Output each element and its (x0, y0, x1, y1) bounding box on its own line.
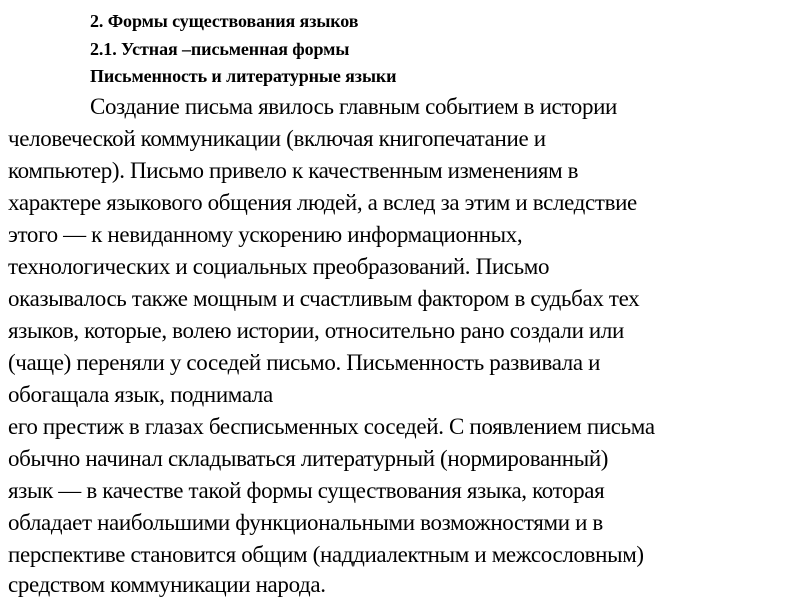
body-line: Создание письма явилось главным событием в истории (90, 94, 618, 119)
body-line: средством коммуникации народа. (8, 572, 326, 597)
body-line: компьютер). Письмо привело к качественным изменениям в (8, 158, 579, 183)
body-line: характере языкового общения людей, а вслед за этим и вследствие (8, 190, 637, 215)
body-line: обладает наибольшими функциональными возможностями и в (8, 510, 603, 535)
body-line: обычно начинал складываться литературный (нормированный) (8, 446, 609, 471)
topic-heading: Письменность и литературные языки (90, 66, 397, 86)
section-heading: 2. Формы существования языков (90, 11, 359, 31)
body-line: человеческой коммуникации (включая книгопечатание и (8, 126, 546, 151)
body-line: оказывалось также мощным и счастливым фактором в судьбах тех (8, 286, 640, 311)
body-line: перспективе становится общим (наддиалектным и межсословным) (8, 542, 644, 567)
body-line: обогащала язык, поднимала (8, 382, 273, 407)
body-line: этого — к невиданному ускорению информационных, (8, 222, 523, 247)
body-line: его престиж в глазах бесписьменных соседей. С появлением письма (8, 414, 655, 439)
body-line: язык — в качестве такой формы существования языка, которая (8, 478, 605, 503)
body-line: (чаще) переняли у соседей письмо. Письменность развивала и (8, 350, 601, 375)
body-line: технологических и социальных преобразований. Письмо (8, 254, 550, 279)
subsection-heading: 2.1. Устная –письменная формы (90, 39, 350, 59)
body-line: языков, которые, волею истории, относительно рано создали или (8, 318, 624, 343)
